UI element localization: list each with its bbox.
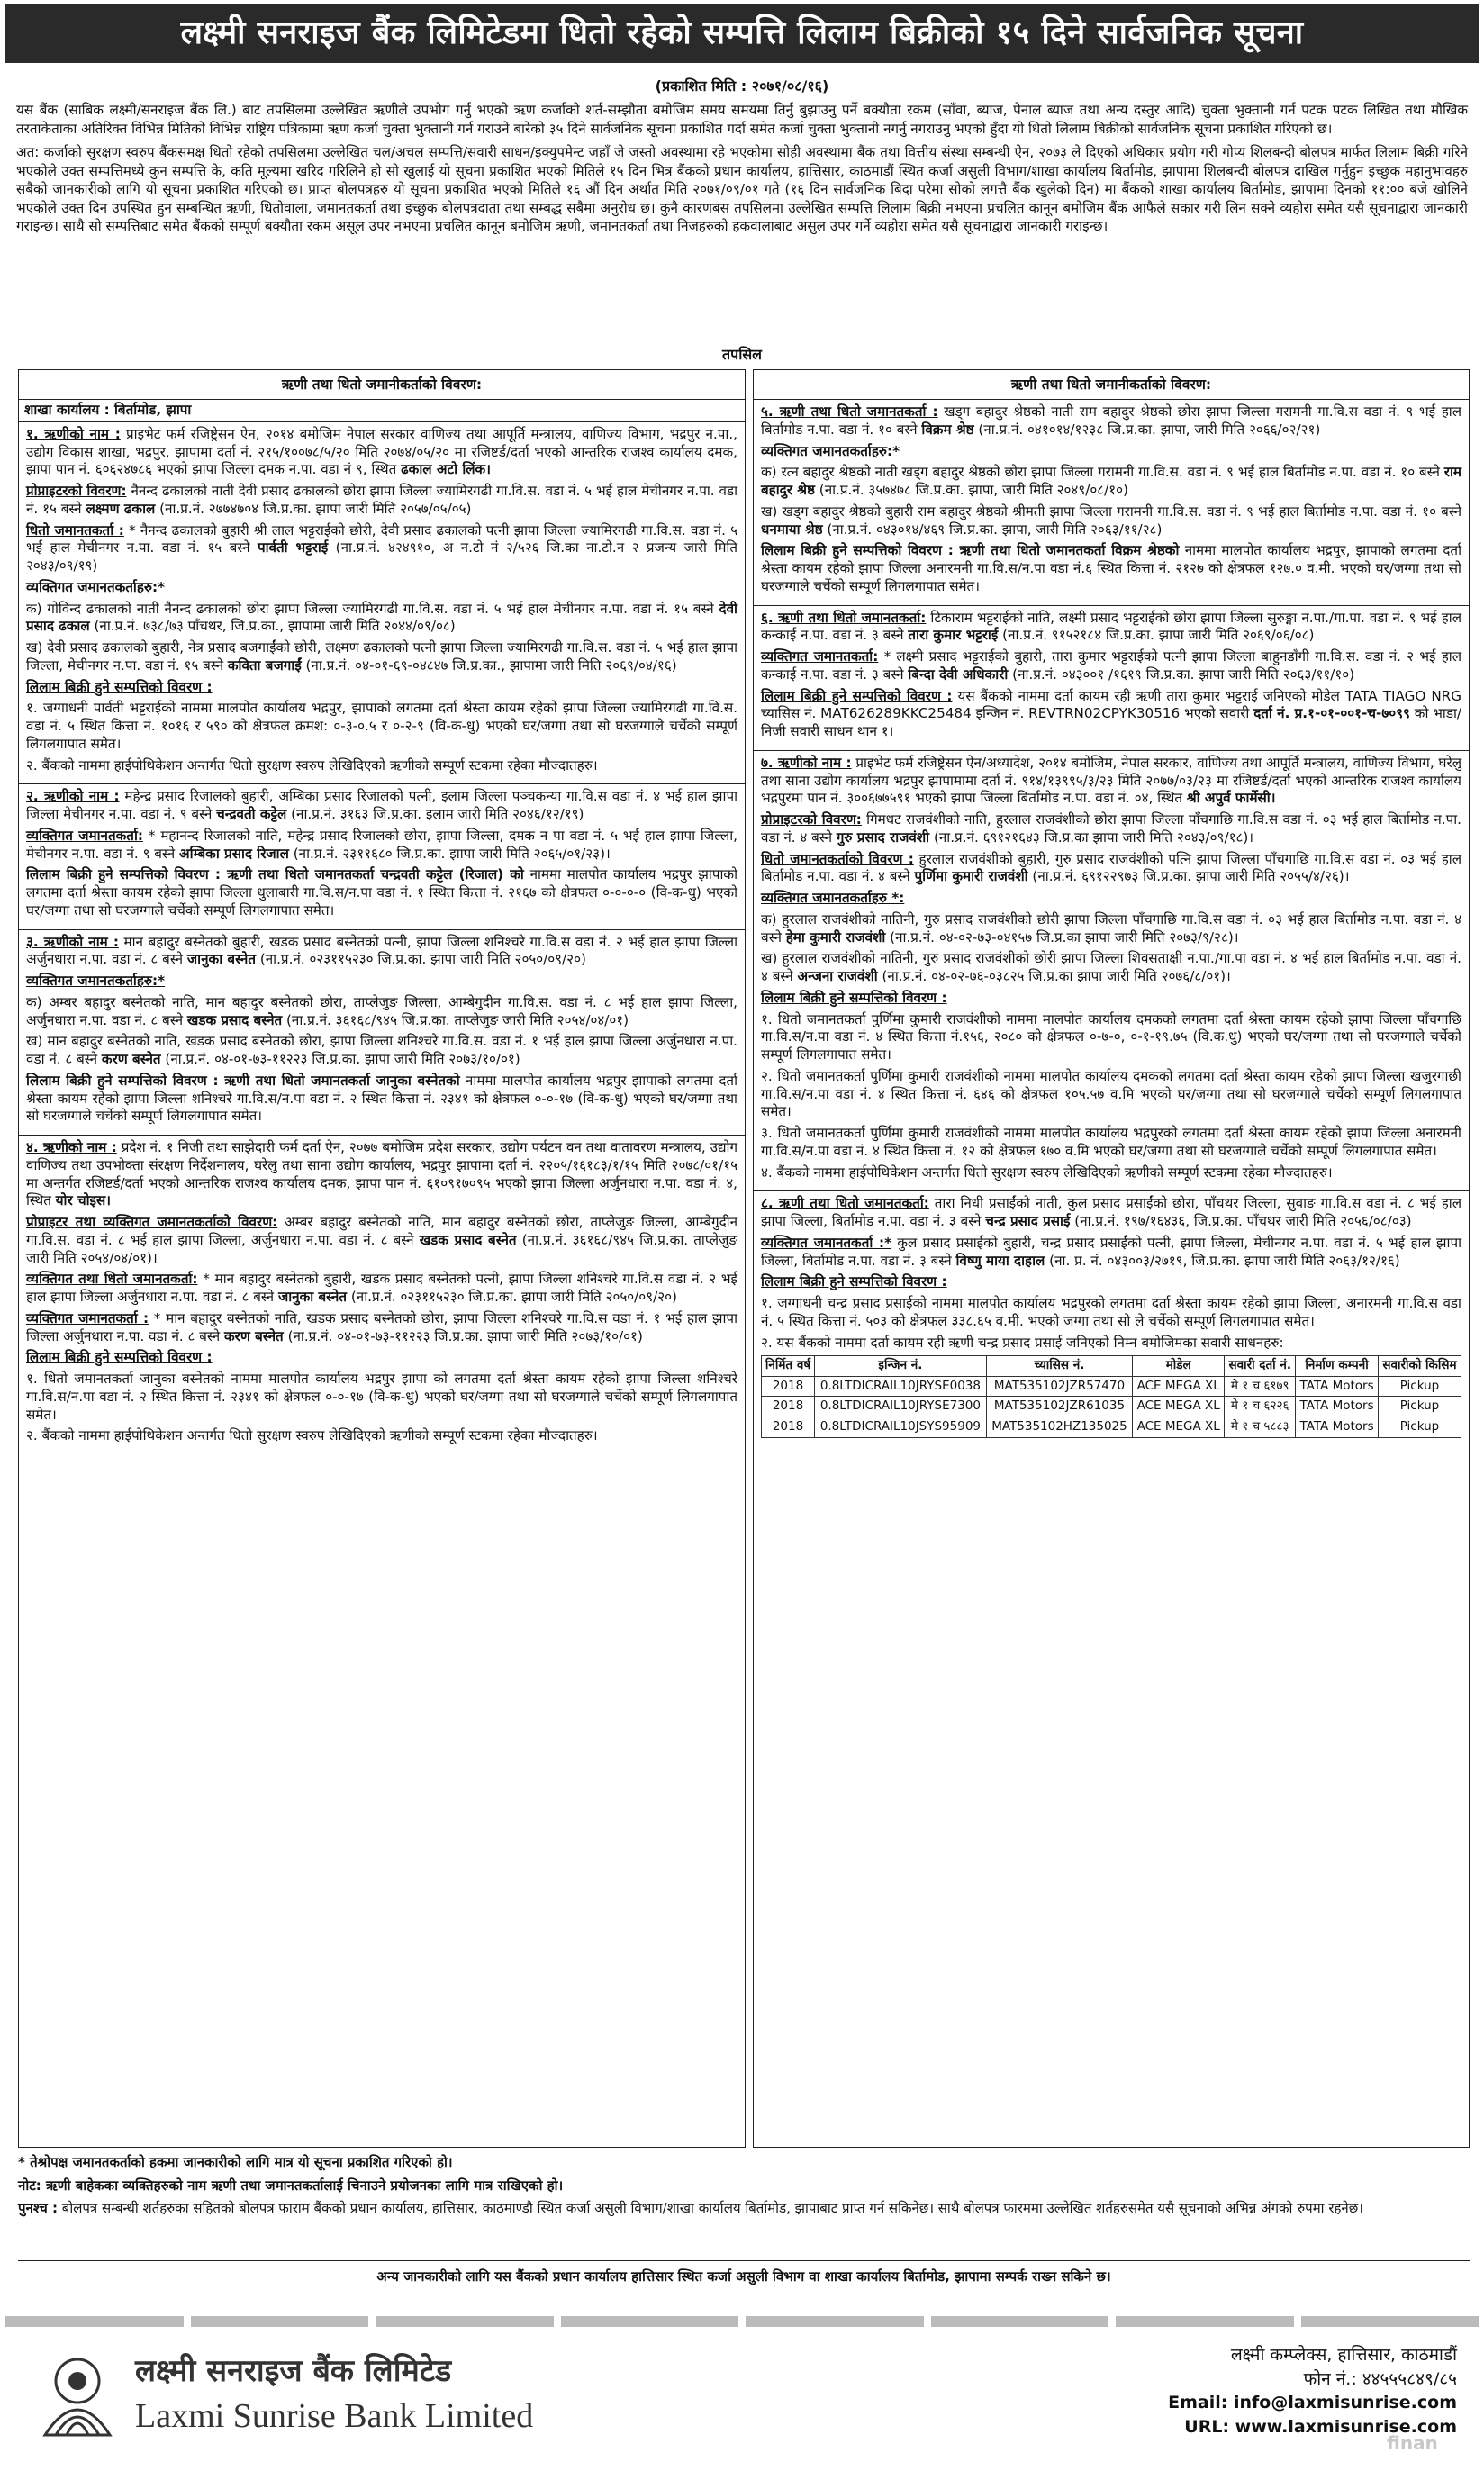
vehicle-table xyxy=(761,1355,1461,1437)
table-header-row xyxy=(762,1356,1461,1377)
borrower-block-8: ८. ऋणी तथा धितो जमानतकर्ता: तारा निधी प्रसाईंको नाती, कुल प्रसाद प्रसाईंको छोरा, पाँचथर जिल्ला, सुवाङ गा.वि.स वडा नं. ८ भई हाल झापा जिल्ला, बिर्तामोड न.पा. वडा नं. ३ बस्ने चन्द्र प्रसाद प्रसाई (ना.प्र.नं. १९७/१६४३६, जि.प्र.का. पाँचथर जारी मिति २०५६/०८/०३) व्यक्तिगत जमानतकर्ता :* कुल प्रसाद प्रसाईंको बुहारी, चन्द्र प्रसाद प्रसाईंको पत्नी, झापा जिल्ला, मेचीनगर न.पा. वडा नं. ५ भई हाल झापा जिल्ला, बिर्तामोड न.पा. वडा नं. ३ बस्ने विष्णु माया दाहाल (ना. प्र. नं. ०४३००३/२७१९, जि.प्र.का. झापा जारी मिति २०६३/१२/१६) लिलाम बिक्री हुने सम्पत्तिको विवरण : १. जग्गाधनी चन्द्र प्रसाद प्रसाईको नाममा मालपोत कार्यालय भद्रपुरको लगतमा दर्ता श्रेस्ता कायम रहेको झापा जिल्ला, अनारमनी गा.वि.स वडा नं. ५ स्थित कित्ता नं. ५०३ को क्षेत्रफल ३३८.६५ व.मी. भएको जग्गा तथा सो ले चर्चेको सम्पूर्ण लिगलगापात समेत। २. यस बैंकको नाममा दर्ता कायम रही ऋणी चन्द्र प्रसाद प्रसाई जनिएको निम्न बमोजिमका सवारी साधनहरु: निर्मित वर्ष इन्जिन नं. च्यासिस नं. मोडेल सवारी दर्ता नं. निर्माण कम्पनी सवारीको किसिम 2018 0.8LTDICRAIL10JRYSE0038 MAT535102JZR57470 ACE MEGA XL मे १ च ६१७९ TATA Motors Pickup 2018 0.8LTDICRAIL10JRYSE7300 MAT535102JZR61035 ACE MEGA XL मे १ च ६२२६ TATA Motors Pickup 2018 0.8LTDICRAIL10JSYS95909 MAT535102HZ135025 ACE MEGA XL मे १ च ५८८३ TATA Motors Pickup xyxy=(754,1191,1469,1443)
bank-phone: फोन नं.: ४४५५५८४९/८५ xyxy=(1303,2368,1457,2389)
contact-block xyxy=(1168,2343,1457,2439)
table-header: मोडेल xyxy=(1133,1356,1225,1377)
branch-office: शाखा कार्यालय : बिर्तामोड, झापा xyxy=(19,400,745,422)
decorative-divider xyxy=(5,2316,1479,2327)
right-column xyxy=(753,369,1470,2148)
published-date: (प्रकाशित मिति : २०७१/०८/१६) xyxy=(655,77,829,95)
column-heading: ऋणी तथा धितो जमानीकर्ताको विवरण: xyxy=(19,370,745,400)
column-heading: ऋणी तथा धितो जमानीकर्ताको विवरण: xyxy=(754,370,1469,400)
table-header: निर्मित वर्ष xyxy=(762,1356,815,1377)
borrower-block-2: २. ऋणीको नाम : महेन्द्र प्रसाद रिजालको बुहारी, अम्बिका प्रसाद रिजालको पत्नी, इलाम जिल्ला पञ्चकन्या गा.वि.स वडा नं. ४ भई हाल झापा जिल्ला मेचीनगर न.पा. वडा नं. ९ बस्ने चन्द्रवती कट्टेल (ना.प्र.नं. ३१६३ जि.प्र.का. इलाम जारी मिति २०४६/१२/१९) व्यक्तिगत जमानतकर्ता: * महानन्द रिजालको नाति, महेन्द्र प्रसाद रिजालको छोरा, झापा जिल्ला, दमक न पा वडा नं. ५ भई हाल झापा जिल्ला, मेचीनगर न.पा. वडा नं. ९ बस्ने अम्बिका प्रसाद रिजाल (ना.प्र.नं. २३११६८० जि.प्र.का. झापा जारी मिति २०६५/०१/२३)। लिलाम बिक्री हुने सम्पत्तिको विवरण : ऋणी तथा धितो जमानतकर्ता चन्द्रवती कट्टेल (रिजाल) को नाममा मालपोत कार्यालय भद्रपुर झापाको लगतमा दर्ता श्रेस्ता कायम रहेको झापा जिल्ला धुलाबारी गा.वि.स/न.पा वडा नं. १ स्थित कित्ता नं. २१६७ को क्षेत्रफल ०-०-०-० (वि-क-धु) भएको घर/जग्गा तथा सो घरजग्गाले चर्चेको सम्पूर्ण लिगलगापात समेत। xyxy=(19,784,745,929)
lotus-logo-icon xyxy=(36,2349,119,2442)
bank-email[interactable]: Email: info@laxmisunrise.com xyxy=(1168,2393,1457,2413)
watermark: finan xyxy=(1387,2432,1438,2454)
intro-section xyxy=(16,101,1468,241)
note-postscript: पुनश्च : बोलपत्र सम्बन्धी शर्तहरुका सहितको बोलपत्र फाराम बैंकको प्रधान कार्यालय, हात्तिसार, काठमाण्डौ स्थित कर्जा असुली विभाग/शाखा कार्यालय बिर्तामोड, झापाबाट प्राप्त गर्न सकिनेछ। साथै बोलपत्र फारममा उल्लेखित शर्तहरुसमेत यसै सूचनाको अभिन्न अंगको रुपमा रहनेछ। xyxy=(18,2200,1363,2216)
notes-section xyxy=(18,2154,1470,2223)
borrower-block-6: ६. ऋणी तथा धितो जमानतकर्ता: टिकाराम भट्टराईको नाति, लक्ष्मी प्रसाद भट्टराईको छोरा झापा जिल्ला सुरुङ्गा न.पा./गा.पा. वडा नं. ९ भई हाल कन्काई न.पा. वडा नं. ३ बस्ने तारा कुमार भट्टराई (ना.प्र.नं. ९१५२१८४ जि.प्र.का. झापा जारी मिति २०६९/०६/०८) व्यक्तिगत जमानतकर्ता: * लक्ष्मी प्रसाद भट्टराईको बुहारी, तारा कुमार भट्टराईको पत्नी झापा जिल्ला बाहुनडाँगी गा.वि.स. वडा नं. २ भई हाल कन्काई न.पा. वडा नं. ३ बस्ने बिन्दा देवी अधिकारी (ना.प्र.नं. ०४३००१ /१६१९ जि.प्र.का. झापा जारी मिति २०६३/११/१०) लिलाम बिक्री हुने सम्पत्तिको विवरण : यस बैंकको नाममा दर्ता कायम रही ऋणी तारा कुमार भट्टराई जनिएको मोडेल TATA TIAGO NRG च्यासिस नं. MAT626289KKC25484 इन्जिन नं. REVTRN02CPYK30516 भएको सवारी दर्ता नं. प्र.१-०१-००१-च-७०९९ को भाडा/निजी सवारी साधन थान १। xyxy=(754,606,1469,751)
table-row: 2018 0.8LTDICRAIL10JSYS95909 MAT535102HZ135025 ACE MEGA XL मे १ च ५८८३ TATA Motors Pickup xyxy=(762,1417,1461,1438)
table-header: निर्माण कम्पनी xyxy=(1296,1356,1379,1377)
intro-paragraph: अत: कर्जाको सुरक्षण स्वरुप बैंकसमक्ष धितो रहेको तपसिलमा उल्लेखित चल/अचल सम्पत्ति/सवारी साधन/इक्युपमेन्ट जहाँ जे जस्तो अवस्थामा रहे भएकोमा सोही अवस्थामा बैंक तथा वित्तीय संस्था सम्बन्धी ऐन, २०७३ ले दिएको अधिकार प्रयोग गरी गोप्य शिलबन्दी बोलपत्र मार्फत लिलाम बिक्री गरिने भएकोले उक्त सम्पत्तिमध्ये कुन सम्पत्ति के, कति मूल्यमा खरिद गरिलिने हो सो खुलाई यो सूचना प्रकाशित भएको मितिले १५ दिन भित्र बैंकको प्रधान कार्यालय, हात्तिसार, काठमाडौं स्थित कर्जा असुली विभाग/शाखा कार्यालय बिर्तामोड, झापामा शिलबन्दी बोलपत्र दाखिल गर्नुहुन इच्छुक महानुभावहरु सबैको जानकारीको लागि यो सूचना प्रकाशित गरिएको छ। प्राप्त बोलपत्रहरु यो सूचना प्रकाशित भएको मितिले १६ औं दिन अर्थात मिति २०७१/०९/०१ गते (१६ दिन सार्वजनिक बिदा परेमा सोको लगत्तै बैंक खुलेको दिन) मा बैंकको शाखा कार्यालय बिर्तामोड, झापामा दिनको ११:०० बजे खोलिने भएकोले उक्त दिन उपस्थित हुन सम्बन्धित ऋणी, धितोवाला, जमानतकर्ता तथा इच्छुक बोलपत्रदाता तथा सम्बद्ध सबैमा अनुरोध छ। कुनै कारणबस तपसिलमा उल्लेखित सम्पत्ति लिलाम बिक्री नभएमा प्रचलित कानून बमोजिम बैंक आफैले सकार गरी लिन सक्ने व्यहोरा समेत यसै सूचनाद्वारा जानकारी गराइन्छ। साथै सो सम्पत्तिबाट समेत बैंकको सम्पूर्ण बक्यौता रकम असूल उपर नभएमा प्रचलित कानून बमोजिम ऋणी, जमानतकर्ता तथा निजहरुको हकवालाबाट असुल उपर गर्ने व्यहोरा समेत यसै सूचनाद्वारा जानकारी गराइन्छ। xyxy=(16,144,1468,235)
note-names: नोट: ऋणी बाहेकका व्यक्तिहरुको नाम ऋणी तथा जमानतकर्तालाई चिनाउने प्रयोजनका लागि मात्र राखिएको हो। xyxy=(18,2177,564,2194)
borrower-block-5: ५. ऋणी तथा धितो जमानतकर्ता : खड्ग बहादुर श्रेष्ठको नाती राम बहादुर श्रेष्ठको छोरा झापा जिल्ला गरामनी गा.वि.स वडा नं. ९ भई हाल बिर्तामोड न.पा. वडा नं. १० बस्ने विक्रम श्रेष्ठ (ना.प्र.नं. ०४१०१४/१२३८ जि.प्र.का. झापा, जारी मिति २०६६/०२/२१) व्यक्तिगत जमानतकर्ताहरु:* क) रत्न बहादुर श्रेष्ठको नाती खड्ग बहादुर श्रेष्ठको छोरा झापा जिल्ला गरामनी गा.वि.स. वडा नं. ९ भई हाल बिर्तामोड न.पा. वडा नं. १० बस्ने राम बहादुर श्रेष्ठ (ना.प्र.नं. ३५७४७८ जि.प्र.का. झापा, जारी मिति २०४९/०८/१०) ख) खड्ग बहादुर श्रेष्ठको बुहारी राम बहादुर श्रेष्ठको श्रीमती झापा जिल्ला गरामनी गा.वि.स. वडा नं. ९ भई हाल बिर्तामोड न.पा. वडा नं. १० बस्ने धनमाया श्रेष्ठ (ना.प्र.नं. ०४३०१४/४६९ जि.प्र.का. झापा, जारी मिति २०६३/११/२८) लिलाम बिक्री हुने सम्पत्तिको विवरण : ऋणी तथा धितो जमानतकर्ता विक्रम श्रेष्ठको नाममा मालपोत कार्यालय भद्रपुर, झापाको लगतमा दर्ता श्रेस्ता कायम रहेको झापा जिल्ला अनारमनी गा.वि.स/न.पा वडा नं.६ स्थित कित्ता नं. २१२७ को क्षेत्रफल १२७.० व.मी. भएको घर/जग्गा तथा सो घरजग्गाले चर्चेको सम्पूर्ण लिगलगापात समेत। xyxy=(754,400,1469,606)
left-column xyxy=(18,369,746,2148)
bank-name-english: Laxmi Sunrise Bank Limited xyxy=(135,2397,534,2436)
intro-paragraph: यस बैंक (साबिक लक्ष्मी/सनराइज बैंक लि.) बाट तपसिलमा उल्लेखित ऋणीले उपभोग गर्नु भएको ऋण कर्जाको शर्त-सम्झौता बमोजिम समय समयमा तिर्नु बुझाउनु पर्ने बक्यौता रकम (साँवा, ब्याज, पेनाल ब्याज तथा अन्य दस्तुर आदि) चुक्ता भुक्तानी गर्न पटक पटक लिखित तथा मौखिक तरताकेताका अतिरिक्त विभिन्न मितिको विभिन्न राष्ट्रिय पत्रिकामा ऋण कर्जा चुक्ता भुक्तानी गर्न गराउने बारेको ३५ दिने सार्वजनिक सूचना प्रकाशित गर्दा समेत कर्जा चुक्ता भुक्तानी नगर्नु नगराउनु भएको हुँदा यो धितो लिलाम बिक्रीको सार्वजनिक सूचना प्रकाशित गरिएको छ। xyxy=(16,102,1468,137)
borrower-block-3: ३. ऋणीको नाम : मान बहादुर बस्नेतको बुहारी, खडक प्रसाद बस्नेतको पत्नी, झापा जिल्ला शनिश्चरे गा.वि.स वडा नं. २ भई हाल झापा जिल्ला अर्जुनधारा न.पा. वडा नं. ८ बस्ने जानुका बस्नेत (ना.प्र.नं. ०२३११५२३० जि.प्र.का. झापा जारी मिति २०५०/०९/२०) व्यक्तिगत जमानतकर्ताहरु:* क) अम्बर बहादुर बस्नेतको नाति, मान बहादुर बस्नेतको छोरा, ताप्लेजुङ जिल्ला, आम्बेगुदीन गा.वि.स. वडा नं. ८ भई हाल झापा जिल्ला, अर्जुनधारा न.पा. वडा नं. ८ बस्ने खडक प्रसाद बस्नेत (ना.प्र.नं. ३६१६८/९४५ जि.प्र.का. ताप्लेजुङ जारी मिति २०५४/०४/०१) ख) मान बहादुर बस्नेतको नाति, खडक प्रसाद बस्नेतको छोरा, झापा जिल्ला शनिश्चरे गा.वि.स. वडा नं. १ भई हाल झापा जिल्ला अर्जुनधारा न.पा. वडा नं. ८ बस्ने करण बस्नेत (ना.प्र.नं. ०४-०१-७३-११२२३ जि.प्र.का. झापा जारी मिति २०७३/१०/०१) लिलाम बिक्री हुने सम्पत्तिको विवरण : ऋणी तथा धितो जमानतकर्ता जानुका बस्नेतको नाममा मालपोत कार्यालय भद्रपुर झापाको लगतमा दर्ता श्रेस्ता कायम रहेको झापा जिल्ला शनिश्चरे गा.वि.स/न.पा वडा नं. २ स्थित कित्ता नं. २३४१ को क्षेत्रफल ०-०-१७ (वि-क-धु) भएको घर/जग्गा तथा सो घरजग्गाले चर्चेको सम्पूर्ण लिगलगापात समेत। xyxy=(19,930,745,1136)
note-third-party: * तेश्रोपक्ष जमानतकर्ताको हकमा जानकारीको लागि मात्र यो सूचना प्रकाशित गरिएको हो। xyxy=(18,2154,453,2170)
bank-name-nepali: लक्ष्मी सनराइज बैंक लिमिटेड xyxy=(135,2353,452,2390)
table-row: 2018 0.8LTDICRAIL10JRYSE0038 MAT535102JZR57470 ACE MEGA XL मे १ च ६१७९ TATA Motors Pickup xyxy=(762,1376,1461,1397)
table-header: च्यासिस नं. xyxy=(986,1356,1132,1377)
borrower-block-1: १. ऋणीको नाम : प्राइभेट फर्म रजिष्ट्रेसन ऐन, २०१४ बमोजिम नेपाल सरकार वाणिज्य तथा आपूर्ति मन्त्रालय, वाणिज्य विभाग, भद्रपुर न.पा., उद्योग विकास शाखा, भद्रपुर, झापामा दर्ता नं. २१५/१००७८/५/२० मिति २०७४/०५/२० मा रजिष्टर्ड/दर्ता भएको आन्तरिक राजश्व कार्यालय दमक, झापा पान नं. ६०६२४७८६ भएको झापा जिल्ला दमक न.पा. वडा नं ९, स्थित ढकाल अटो लिंक। प्रोप्राइटरको विवरण: नैनन्द ढकालको नाती देवी प्रसाद ढकालको छोरा झापा जिल्ला ज्यामिरगढी गा.वि.स. वडा नं. ५ भई हाल मेचीनगर न.पा. वडा नं. १५ बस्ने लक्ष्मण ढकाल (ना.प्र.नं. २७७४७०४ जि.प्र.का. झापा जारी मिति २०५७/०५/०५) धितो जमानतकर्ता : * नैनन्द ढकालको बुहारी श्री लाल भट्टराईको छोरी, देवी प्रसाद ढकालको पत्नी झापा जिल्ला ज्यामिरगढी गा.वि.स. वडा नं. ५ भई हाल मेचीनगर न.पा. वडा नं. १५ बस्ने पार्वती भट्टराई (ना.प्र.नं. ४२४९१०, अ न.टो नं २/५२६ जि.का ना.टो.न २ प्रजन्य जारी मिति २०४३/०९/१९) व्यक्तिगत जमानतकर्ताहरु:* क) गोविन्द ढकालको नाती नैनन्द ढकालको छोरा झापा जिल्ला ज्यामिरगढी गा.वि.स. वडा नं. ५ भई हाल मेचीनगर न.पा. वडा नं. १५ बस्ने देवी प्रसाद ढकाल (ना.प्र.नं. ७३८/७३ पाँचथर, जि.प्र.का., झापामा जारी मिति २०४४/०९/०८) ख) देवी प्रसाद ढकालको बुहारी, नेत्र प्रसाद बजगाईंको छोरी, लक्ष्मण ढकालको पत्नी झापा जिल्ला ज्यामिरगढी गा.वि.स. वडा नं. ५ भई हाल झापा जिल्ला, मेचीनगर न.पा. वडा नं. १५ बस्ने कविता बजगाईं (ना.प्र.नं. ०४-०१-६९-०४८४७ जि.प्र.का., झापामा जारी मिति २०६९/०४/१६) लिलाम बिक्री हुने सम्पत्तिको विवरण : १. जग्गाधनी पार्वती भट्टराईको नाममा मालपोत कार्यालय भद्रपुर, झापाको लगतमा दर्ता श्रेस्ता कायम रहेको झापा जिल्ला ज्यामिरगढी गा.वि.स. वडा नं. ५ स्थित कित्ता नं. १०१६ र ५९० को क्षेत्रफल क्रमश: ०-३-०.५ र ०-२-९ (वि-क-धु) भएको घर/जग्गा तथा सो घरजग्गाले चर्चेको सम्पूर्ण लिगलगापात समेत। २. बैंकको नाममा हाईपोथिकेशन अन्तर्गत धितो सुरक्षण स्वरुप लेखिदिएको ऋणीको सम्पूर्ण स्टकमा रहेका मौज्दातहरु। xyxy=(19,422,745,785)
table-header: सवारी दर्ता नं. xyxy=(1225,1356,1296,1377)
bank-url[interactable]: URL: www.laxmisunrise.com xyxy=(1184,2416,1457,2437)
contact-instruction: अन्य जानकारीको लागि यस बैंकको प्रधान कार्यालय हात्तिसार स्थित कर्जा असुली विभाग वा शाखा कार्यालय बिर्तामोड, झापामा सम्पर्क राख्न सकिने छ। xyxy=(18,2260,1470,2294)
notice-title: लक्ष्मी सनराइज बैंक लिमिटेडमा धितो रहेको सम्पत्ति लिलाम बिक्रीको १५ दिने सार्वजनिक सूचना xyxy=(5,4,1479,63)
schedule-heading: तपसिल xyxy=(721,346,763,363)
table-row: 2018 0.8LTDICRAIL10JRYSE7300 MAT535102JZR61035 ACE MEGA XL मे १ च ६२२६ TATA Motors Pickup xyxy=(762,1397,1461,1417)
bank-logo xyxy=(36,2341,576,2449)
table-header: सवारीको किसिम xyxy=(1378,1356,1461,1377)
borrower-block-4: ४. ऋणीको नाम : प्रदेश नं. १ निजी तथा साझेदारी फर्म दर्ता ऐन, २०७७ बमोजिम प्रदेश सरकार, उद्योग पर्यटन वन तथा वातावरण मन्त्रालय, उद्योग वाणिज्य तथा उपभोक्ता संरक्षण निर्देशनालय, घरेलु तथा साना उद्योग कार्यालय, भद्रपुर झापामा दर्ता नं. २२०५/१६१८३/१/१५ मिति २०७८/०१/१५ मा अन्तर्गत रजिष्टर्ड/दर्ता भएको आन्तरिक राजश्व कार्यालय दमक, झापा पान नं. ६१०९१७०९५ भएको झापा जिल्ला अर्जुनधारा न.पा. वडा नं. ४, स्थित योर चोइस। प्रोप्राइटर तथा व्यक्तिगत जमानतकर्ताको विवरण: अम्बर बहादुर बस्नेतको नाति, मान बहादुर बस्नेतको छोरा, ताप्लेजुङ जिल्ला, आम्बेगुदीन गा.वि.स. वडा नं. ८ भई हाल झापा जिल्ला, अर्जुनधारा न.पा. वडा नं. ८ बस्ने खडक प्रसाद बस्नेत (ना.प्र.नं. ३६१६८/९४५ जि.प्र.का. ताप्लेजुङ जारी मिति २०५४/०४/०१)। व्यक्तिगत तथा धितो जमानतकर्ता: * मान बहादुर बस्नेतको बुहारी, खडक प्रसाद बस्नेतको पत्नी, झापा जिल्ला शनिश्चरे गा.वि.स वडा नं. २ भई हाल झापा जिल्ला अर्जुनधारा न.पा. वडा नं. ८ बस्ने जानुका बस्नेत (ना.प्र.नं. ०२३११५२३० जि.प्र.का. झापा जारी मिति २०५०/०९/२०) व्यक्तिगत जमानतकर्ता : * मान बहादुर बस्नेतको नाति, खडक प्रसाद बस्नेतको छोरा, झापा जिल्ला शनिश्चरे गा.वि.स वडा नं. १ भई हाल झापा जिल्ला अर्जुनधारा न.पा. वडा नं. ८ बस्ने करण बस्नेत (ना.प्र.नं. ०४-०१-७३-११२२३ जि.प्र.का. झापा जारी मिति २०७३/१०/०१) लिलाम बिक्री हुने सम्पत्तिको विवरण : १. धितो जमानतकर्ता जानुका बस्नेतको नाममा मालपोत कार्यालय भद्रपुर झापा को लगतमा दर्ता श्रेस्ता कायम रहेको झापा जिल्ला शनिश्चरे गा.वि.स/न.पा वडा नं. २ स्थित कित्ता नं. २३४१ को क्षेत्रफल ०-०-१७ (वि-क-धु) भएको घर/जग्गा तथा सो घरजग्गाले चर्चेको सम्पूर्ण लिगलगापात समेत। २. बैंकको नाममा हाईपोथिकेशन अन्तर्गत धितो सुरक्षण स्वरुप लेखिदिएको ऋणीको सम्पूर्ण स्टकमा रहेका मौज्दातहरु। xyxy=(26,1139,738,1444)
borrower-block-7: ७. ऋणीको नाम : प्राइभेट फर्म रजिष्ट्रेसन ऐन/अध्यादेश, २०१४ बमोजिम, नेपाल सरकार, वाणिज्य तथा आपूर्ति मन्त्रालय, वाणिज्य विभाग, घरेलु तथा साना उद्योग कार्यालय भद्रपुर झापामामा दर्ता नं. ९१४/१३९९५/३/२३ मिति २०७७/०३/२३ मा रजिष्टर्ड/दर्ता भएको आन्तरिक राजश्व कार्यालय भद्रपुरमा पान नं. ३००६७७५९१ भएको झापा जिल्ला बिर्तामोड न.पा. वडा नं. ०४, स्थित श्री अपुर्व फार्मेसी। प्रोप्राइटरको विवरण: गिमधट राजवंशीको नाति, हुरलाल राजवंशीको छोरा झापा जिल्ला पाँचगाछि गा.वि.स वडा नं. ०३ भई हाल बिर्तामोड न.पा. वडा नं. ४ बस्ने गुरु प्रसाद राजवंशी (ना.प्र.नं. ६९१२१६४३ जि.प्र.का झापा जारी मिति २०४३/०९/१८)। धितो जमानतकर्ताको विवरण : हुरलाल राजवंशीको बुहारी, गुरु प्रसाद राजवंशीको पत्नि झापा जिल्ला पाँचगाछि गा.वि.स वडा नं. ०३ भई हाल बिर्तामोड न.पा. वडा नं. ४ बस्ने पुर्णिमा कुमारी राजवंशी (ना.प्र.नं. ६९१२२९७३ जि.प्र.का. झापा जारी मिति २०५५/४/२६)। व्यक्तिगत जमानतकर्ताहरु *: क) हुरलाल राजवंशीको नातिनी, गुरु प्रसाद राजवंशीको छोरी झापा जिल्ला पाँचगाछि गा.वि.स वडा नं. ०३ भई हाल बिर्तामोड न.पा. वडा नं. ४ बस्ने हेमा कुमारी राजवंशी (ना.प्र.नं. ०४-०२-७३-०४१५७ जि.प्र.का झापा जारी मिति २०७३/९/२८)। ख) हुरलाल राजवंशीको नातिनी, गुरु प्रसाद राजवंशीको छोरी झापा जिल्ला शिवसताक्षी न.पा./गा.पा वडा नं. ४ भई हाल बिर्तामोड न.पा. वडा नं. ४ बस्ने अन्जना राजवंशी (ना.प्र.नं. ०४-०२-७६-०३८२५ जि.प्र.का झापा जारी मिति २०७६/८/०१)। लिलाम बिक्री हुने सम्पत्तिको विवरण : १. धितो जमानतकर्ता पुर्णिमा कुमारी राजवंशीको नाममा मालपोत कार्यालय दमकको लगतमा दर्ता श्रेस्ता कायम रहेको झापा जिल्ला पाँचगाछि गा.वि.स/न.पा वडा नं. ४ स्थित कित्ता नं.१५६, २०८० को क्षेत्रफल ०-७-०, ०-१-१९.७५ (वि.क.धु) भएको घर/जग्गा तथा सो घरजग्गाले चर्चेको सम्पूर्ण लिगलगापात समेत। २. धितो जमानतकर्ता पुर्णिमा कुमारी राजवंशीको नाममा मालपोत कार्यालय दमकको लगतमा दर्ता श्रेस्ता कायम रहेको झापा जिल्ला खजुरगाछी गा.वि.स/न.पा वडा नं. ४ स्थित कित्ता नं. ६४६ को क्षेत्रफल १०५.५७ व.मि भएको घर/जग्गा तथा सो घरजग्गाले चर्चेको सम्पूर्ण लिगलगापात समेत। ३. धितो जमानतकर्ता पुर्णिमा कुमारी राजवंशीको नाममा मालपोत कार्यालय भद्रपुरको लगतमा दर्ता श्रेस्ता कायम रहेको झापा जिल्ला अनारमनी गा.वि.स/न.पा वडा नं. ४ स्थित कित्ता नं. १२ को क्षेत्रफल १७० व.मि भएको घर/जग्गा तथा सो घरजग्गाले चर्चेको सम्पूर्ण लिगलगापात समेत। ४. बैंकको नाममा हाईपोथिकेशन अन्तर्गत धितो सुरक्षण स्वरुप लेखिदिएको ऋणीको सम्पूर्ण स्टकमा रहेका मौज्दातहरु। xyxy=(754,751,1469,1192)
table-header: इन्जिन नं. xyxy=(814,1356,986,1377)
bank-address: लक्ष्मी कम्प्लेक्स, हात्तिसार, काठमाडौं xyxy=(1230,2345,1457,2365)
